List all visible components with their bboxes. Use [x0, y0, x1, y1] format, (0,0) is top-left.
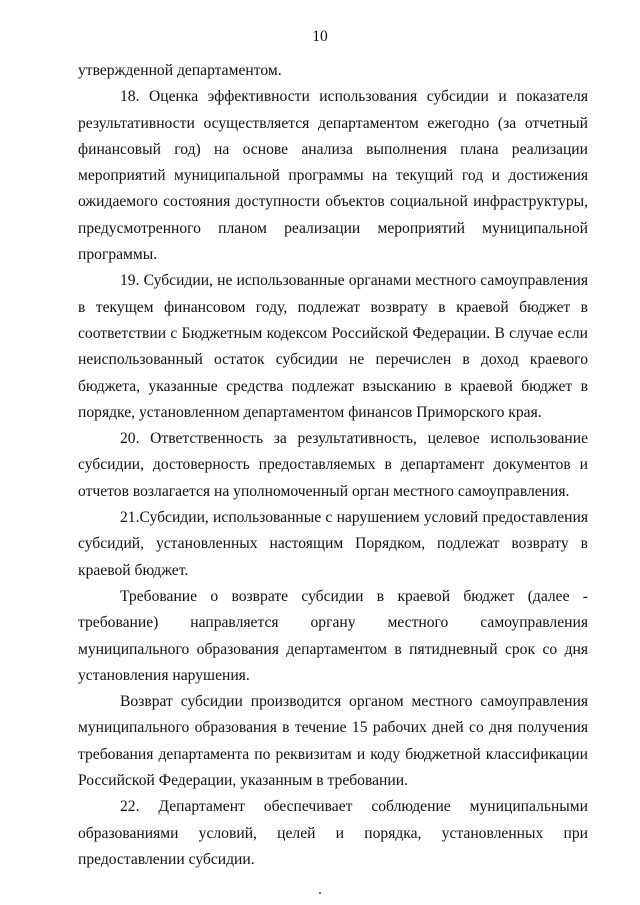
scan-dot — [319, 892, 321, 894]
paragraph-20: 20. Ответственность за результативность, целевое использование субсидии, достоверность предоставляемых в департамент документов и отчетов возлагается на уполномоченный орган местного самоуправления. — [78, 430, 588, 500]
paragraph-21-return: Возврат субсидии производится органом местного самоуправления муниципального образования в течение 15 рабочих дней со дня получения требования департамента по реквизитам и коду бюджетной классификации Российской Федерации, указанным в требовании. — [78, 693, 588, 790]
document-body — [78, 58, 588, 873]
paragraph-21: 21.Субсидии, использованные с нарушением условий предоставления субсидий, установленных настоящим Порядком, подлежат возврату в краевой бюджет. — [78, 509, 588, 579]
paragraph-continuation: утвержденной департаментом. — [78, 62, 282, 79]
paragraph-18: 18. Оценка эффективности использования субсидии и показателя результативности осуществляется департаментом ежегодно (за отчетный финансовый год) на основе анализа выполнения плана реализации мероприятий муниципальной программы на текущий год и достижения ожидаемого состояния доступности объектов социальной инфраструктуры, предусмотренного планом реализации мероприятий муниципальной программы. — [78, 88, 588, 264]
paragraph-22: 22. Департамент обеспечивает соблюдение муниципальными образованиями условий, целей и порядка, установленных при предоставлении субсидии. — [78, 798, 588, 868]
paragraph-21-requirement: Требование о возврате субсидии в краевой бюджет (далее - требование) направляется органу местного самоуправления муниципального образования департаментом в пятидневный срок со дня установления нарушения. — [78, 587, 588, 684]
paragraph-19: 19. Субсидии, не использованные органами местного самоуправления в текущем финансовом году, подлежат возврату в краевой бюджет в соответствии с Бюджетным кодексом Российской Федерации. В случае если неиспользованный остаток субсидии не перечислен в доход краевого бюджета, указанные средства подлежат взысканию в краевой бюджет в порядке, установленном департаментом финансов Приморского края. — [78, 272, 588, 421]
page-number: 10 — [312, 28, 328, 45]
